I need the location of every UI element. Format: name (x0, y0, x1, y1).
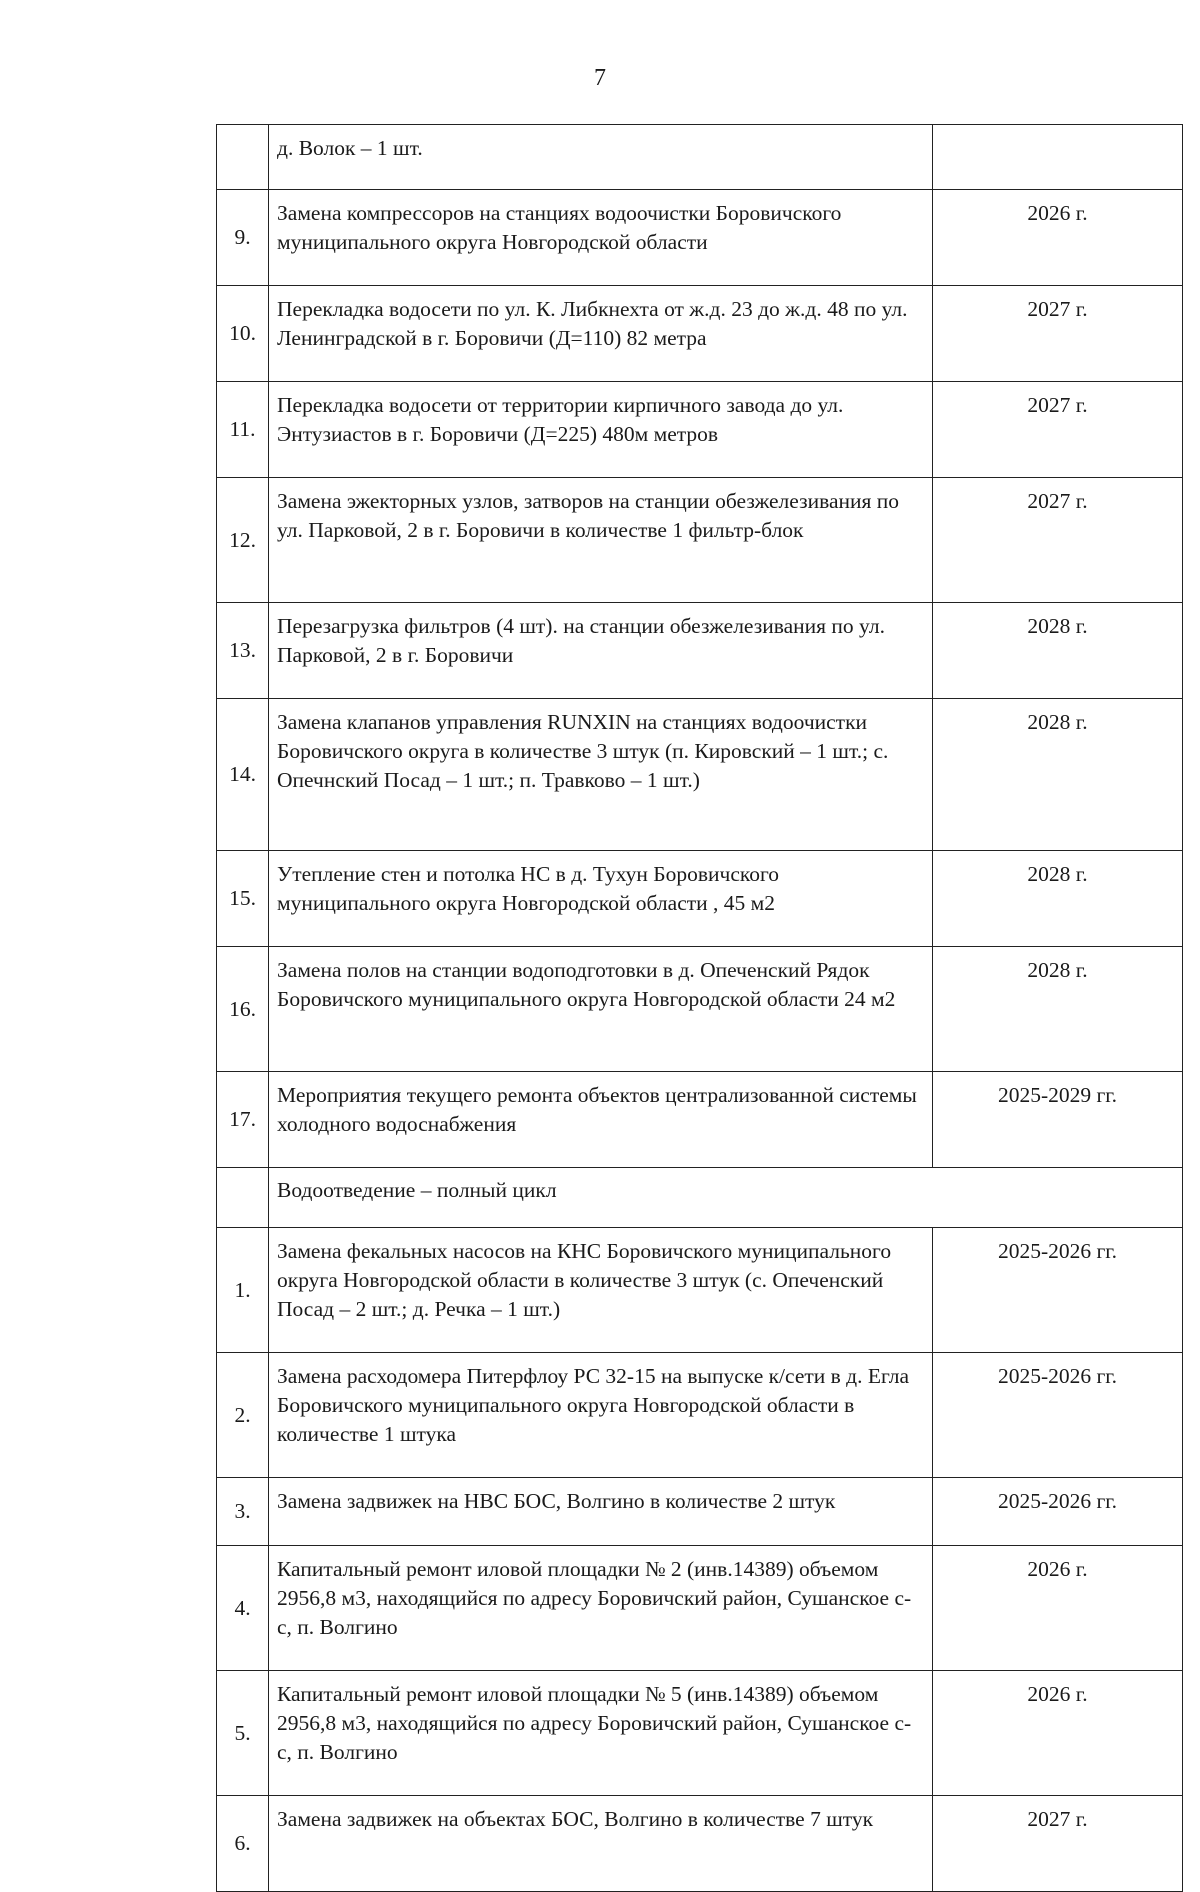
table-row (217, 382, 1183, 478)
section-title: Водоотведение – полный цикл (269, 1168, 1183, 1228)
table-row (217, 1671, 1183, 1796)
row-number: 15. (217, 851, 269, 947)
row-text: Замена фекальных насосов на КНС Боровичского муниципального округа Новгородской области в количестве 3 штук (с. Опеченский Посад – 2 шт.; д. Речка – 1 шт.) (269, 1228, 933, 1353)
row-year: 2027 г. (933, 286, 1183, 382)
row-text: Мероприятия текущего ремонта объектов централизованной системы холодного водоснабжения (269, 1072, 933, 1168)
table-row (217, 947, 1183, 1072)
row-number: 6. (217, 1796, 269, 1892)
section-number-cell (217, 1168, 269, 1228)
table-row (217, 125, 1183, 190)
table-row (217, 286, 1183, 382)
row-number: 17. (217, 1072, 269, 1168)
row-year: 2026 г. (933, 1671, 1183, 1796)
row-year: 2028 г. (933, 603, 1183, 699)
row-text: Замена задвижек на объектах БОС, Волгино в количестве 7 штук (269, 1796, 933, 1892)
table-row (217, 1228, 1183, 1353)
row-number: 3. (217, 1478, 269, 1546)
row-year: 2027 г. (933, 382, 1183, 478)
row-year: 2025-2029 гг. (933, 1072, 1183, 1168)
row-year: 2026 г. (933, 190, 1183, 286)
row-number (217, 125, 269, 190)
row-year: 2027 г. (933, 478, 1183, 603)
table-row (217, 1353, 1183, 1478)
row-year: 2025-2026 гг. (933, 1353, 1183, 1478)
table-row (217, 603, 1183, 699)
row-text: Капитальный ремонт иловой площадки № 5 (инв.14389) объемом 2956,8 м3, находящийся по адресу Боровичский район, Сушанское с-с, п. Волгино (269, 1671, 933, 1796)
row-number: 1. (217, 1228, 269, 1353)
row-text: Замена расходомера Питерфлоу РС 32-15 на выпуске к/сети в д. Егла Боровичского муниципального округа Новгородской области в количестве 1 штука (269, 1353, 933, 1478)
table-row (217, 1478, 1183, 1546)
row-year: 2025-2026 гг. (933, 1478, 1183, 1546)
row-text: д. Волок – 1 шт. (269, 125, 933, 190)
row-number: 14. (217, 699, 269, 851)
row-text: Замена клапанов управления RUNXIN на станциях водоочистки Боровичского округа в количестве 3 штук (п. Кировский – 1 шт.; с. Опечнский Посад – 1 шт.; п. Травково – 1 шт.) (269, 699, 933, 851)
row-number: 10. (217, 286, 269, 382)
row-number: 13. (217, 603, 269, 699)
row-number: 5. (217, 1671, 269, 1796)
row-number: 2. (217, 1353, 269, 1478)
row-number: 9. (217, 190, 269, 286)
row-year (933, 125, 1183, 190)
row-text: Перекладка водосети от территории кирпичного завода до ул. Энтузиастов в г. Боровичи (Д=225) 480м метров (269, 382, 933, 478)
row-text: Замена эжекторных узлов, затворов на станции обезжелезивания по ул. Парковой, 2 в г. Боровичи в количестве 1 фильтр-блок (269, 478, 933, 603)
row-year: 2027 г. (933, 1796, 1183, 1892)
table-row (217, 1072, 1183, 1168)
row-year: 2028 г. (933, 947, 1183, 1072)
row-number: 4. (217, 1546, 269, 1671)
row-text: Замена полов на станции водоподготовки в д. Опеченский Рядок Боровичского муниципального округа Новгородской области 24 м2 (269, 947, 933, 1072)
table-row (217, 1796, 1183, 1892)
section-row (217, 1168, 1183, 1228)
row-text: Перекладка водосети по ул. К. Либкнехта от ж.д. 23 до ж.д. 48 по ул. Ленинградской в г. Боровичи (Д=110) 82 метра (269, 286, 933, 382)
row-year: 2028 г. (933, 851, 1183, 947)
row-year: 2026 г. (933, 1546, 1183, 1671)
row-number: 16. (217, 947, 269, 1072)
page-number: 7 (594, 65, 606, 91)
row-number: 11. (217, 382, 269, 478)
row-text: Замена компрессоров на станциях водоочистки Боровичского муниципального округа Новгородской области (269, 190, 933, 286)
table-row (217, 478, 1183, 603)
row-text: Утепление стен и потолка НС в д. Тухун Боровичского муниципального округа Новгородской области , 45 м2 (269, 851, 933, 947)
row-year: 2025-2026 гг. (933, 1228, 1183, 1353)
row-text: Перезагрузка фильтров (4 шт). на станции обезжелезивания по ул. Парковой, 2 в г. Боровичи (269, 603, 933, 699)
table-row (217, 190, 1183, 286)
table-row (217, 699, 1183, 851)
row-year: 2028 г. (933, 699, 1183, 851)
row-text: Замена задвижек на НВС БОС, Волгино в количестве 2 штук (269, 1478, 933, 1546)
measures-table (216, 124, 1183, 1892)
table-row (217, 1546, 1183, 1671)
table-row (217, 851, 1183, 947)
row-number: 12. (217, 478, 269, 603)
row-text: Капитальный ремонт иловой площадки № 2 (инв.14389) объемом 2956,8 м3, находящийся по адресу Боровичский район, Сушанское с-с, п. Волгино (269, 1546, 933, 1671)
